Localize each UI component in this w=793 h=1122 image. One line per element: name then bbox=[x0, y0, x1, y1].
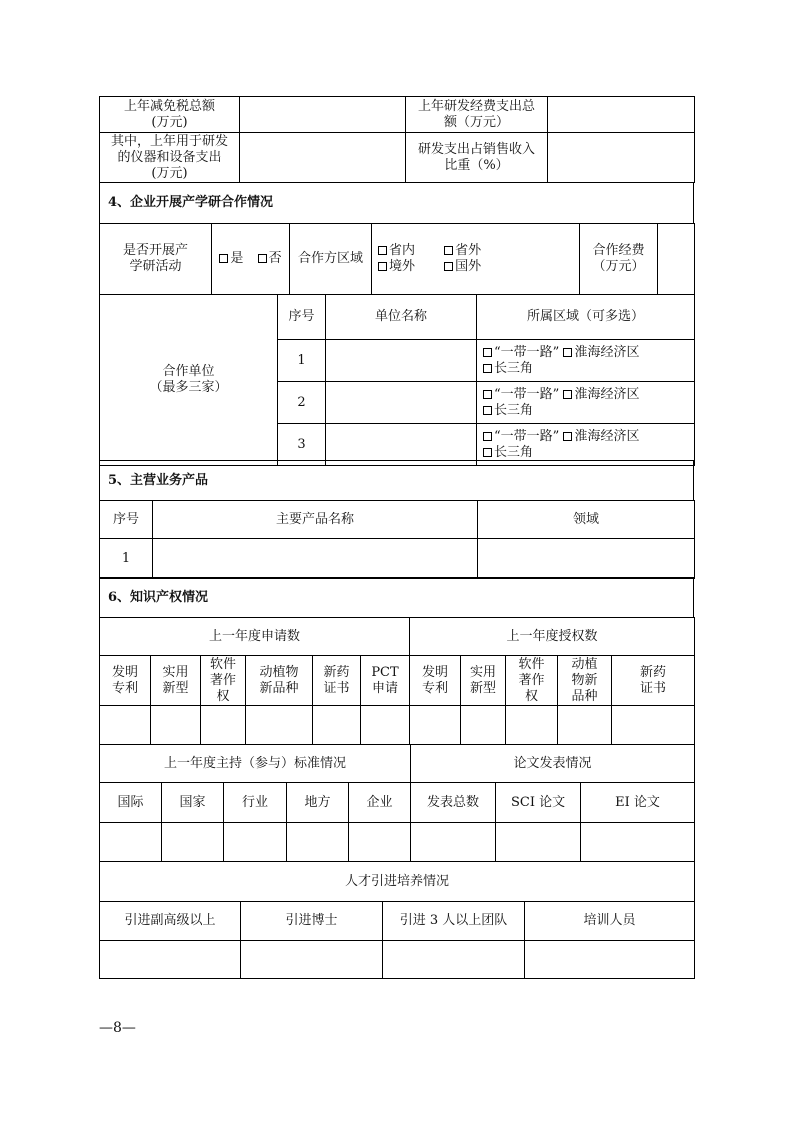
col-line: 新药 bbox=[640, 664, 667, 680]
label-line: 合作单位 bbox=[162, 364, 215, 379]
talent-col: 培训人员 bbox=[525, 902, 695, 941]
huaihai-checkbox[interactable] bbox=[563, 390, 572, 399]
section6-block bbox=[99, 577, 694, 979]
region-checkbox[interactable] bbox=[378, 246, 387, 255]
no-checkbox[interactable] bbox=[258, 254, 267, 263]
funding-cell bbox=[580, 224, 695, 295]
ip-input[interactable] bbox=[506, 706, 558, 745]
yangtze-delta-checkbox[interactable] bbox=[483, 448, 492, 457]
cooperation-table bbox=[99, 223, 695, 295]
yangtze-delta-checkbox[interactable] bbox=[483, 364, 492, 373]
area-option: 长三角 bbox=[494, 360, 534, 376]
std-col: 行业 bbox=[224, 783, 287, 823]
talent-col: 引进博士 bbox=[241, 902, 383, 941]
ip-input[interactable] bbox=[410, 706, 461, 745]
label-line: (万元) bbox=[151, 114, 188, 130]
col-line: 动植物 bbox=[259, 664, 299, 680]
paper-col: SCI 论文 bbox=[496, 783, 581, 823]
label-line: （万元） bbox=[592, 259, 645, 274]
region-options bbox=[372, 224, 580, 295]
section5-title: 5、主营业务产品 bbox=[100, 461, 694, 501]
ip-input[interactable] bbox=[461, 706, 506, 745]
col-line: 发明 bbox=[422, 664, 449, 680]
coop-activity-label bbox=[100, 224, 212, 295]
papers-title: 论文发表情况 bbox=[411, 745, 695, 783]
partner-name-header: 单位名称 bbox=[326, 295, 477, 340]
label-line: 上年减免税总额 bbox=[123, 98, 215, 114]
ip-input[interactable] bbox=[313, 706, 361, 745]
grant-col-invention bbox=[410, 656, 461, 706]
rd-ratio-label bbox=[406, 133, 548, 183]
col-line: 实用 bbox=[162, 664, 189, 680]
ip-input[interactable] bbox=[151, 706, 201, 745]
paper-col: EI 论文 bbox=[581, 783, 695, 823]
std-input[interactable] bbox=[100, 823, 162, 862]
label-line: 其中，上年用于研发 bbox=[110, 133, 228, 149]
std-col: 国际 bbox=[100, 783, 162, 823]
product-seq: 1 bbox=[100, 539, 153, 579]
std-col: 国家 bbox=[162, 783, 224, 823]
apply-col-plant bbox=[246, 656, 313, 706]
section5-header bbox=[99, 460, 694, 501]
paper-input[interactable] bbox=[581, 823, 695, 862]
partner-label bbox=[100, 295, 278, 466]
apply-title: 上一年度申请数 bbox=[100, 618, 410, 656]
label-line: (万元) bbox=[151, 165, 188, 181]
apply-col-invention bbox=[100, 656, 151, 706]
talent-input[interactable] bbox=[241, 941, 383, 979]
ip-input[interactable] bbox=[612, 706, 695, 745]
col-line: 著作 bbox=[209, 672, 236, 688]
ip-input[interactable] bbox=[361, 706, 410, 745]
std-input[interactable] bbox=[224, 823, 287, 862]
rd-equipment-label bbox=[100, 133, 240, 183]
paper-input[interactable] bbox=[411, 823, 496, 862]
section6-title: 6、知识产权情况 bbox=[100, 578, 694, 618]
product-seq-header: 序号 bbox=[100, 501, 153, 539]
apply-col-drug bbox=[313, 656, 361, 706]
yes-label: 是 bbox=[230, 251, 244, 266]
page-number: —8— bbox=[99, 1020, 136, 1036]
col-line: 新药 bbox=[323, 664, 350, 680]
partner-area-options bbox=[477, 340, 695, 382]
apply-col-pct bbox=[361, 656, 410, 706]
area-option: “一带一路” bbox=[494, 386, 560, 402]
grant-col-utility bbox=[461, 656, 506, 706]
region-checkbox[interactable] bbox=[444, 246, 453, 255]
product-name-header: 主要产品名称 bbox=[153, 501, 478, 539]
col-line: 申请 bbox=[372, 680, 399, 696]
partner-name-input[interactable] bbox=[326, 340, 477, 382]
col-line: 软件 bbox=[518, 656, 545, 672]
grant-title: 上一年度授权数 bbox=[410, 618, 695, 656]
huaihai-checkbox[interactable] bbox=[563, 348, 572, 357]
grant-col-software bbox=[506, 656, 558, 706]
col-line: 权 bbox=[525, 688, 539, 704]
label-line: 研发支出占销售收入 bbox=[417, 141, 535, 157]
ip-input[interactable] bbox=[246, 706, 313, 745]
ip-input[interactable] bbox=[201, 706, 246, 745]
col-line: 动植 bbox=[571, 656, 598, 672]
funding-label bbox=[580, 224, 658, 294]
ip-input[interactable] bbox=[100, 706, 151, 745]
col-line: PCT bbox=[371, 664, 399, 680]
product-name-input[interactable] bbox=[153, 539, 478, 579]
section4-title: 4、企业开展产学研合作情况 bbox=[100, 183, 694, 224]
talent-col: 引进 3 人以上团队 bbox=[383, 902, 525, 941]
apply-col-utility bbox=[151, 656, 201, 706]
top-block bbox=[99, 96, 694, 183]
col-line: 发明 bbox=[111, 664, 138, 680]
products-table bbox=[99, 500, 695, 579]
area-option: “一带一路” bbox=[494, 344, 560, 360]
region-checkbox[interactable] bbox=[444, 262, 453, 271]
label-line: 上年研发经费支出总 bbox=[417, 98, 535, 114]
partner-seq: 1 bbox=[278, 340, 326, 382]
std-col: 地方 bbox=[287, 783, 349, 823]
standards-papers-table bbox=[99, 744, 695, 862]
partner-area-header: 所属区域（可多选） bbox=[477, 295, 695, 340]
col-line: 实用 bbox=[470, 664, 497, 680]
region-option: 省内 bbox=[389, 243, 416, 258]
label-line: 的仪器和设备支出 bbox=[117, 149, 222, 165]
grant-col-drug bbox=[612, 656, 695, 706]
product-field-header: 领域 bbox=[478, 501, 695, 539]
top-table bbox=[99, 96, 695, 183]
partner-seq-header: 序号 bbox=[278, 295, 326, 340]
label-line: 是否开展产 bbox=[122, 243, 188, 258]
section6-header bbox=[99, 577, 694, 618]
col-line: 证书 bbox=[640, 680, 667, 696]
area-option: “一带一路” bbox=[494, 428, 560, 444]
tax-reduction-label bbox=[100, 97, 240, 133]
partner-seq: 3 bbox=[278, 424, 326, 466]
talent-input[interactable] bbox=[525, 941, 695, 979]
area-option: 淮海经济区 bbox=[574, 428, 640, 444]
region-option: 国外 bbox=[455, 259, 482, 274]
section4-header bbox=[99, 182, 694, 224]
standards-title: 上一年度主持（参与）标准情况 bbox=[100, 745, 411, 783]
partner-name-input[interactable] bbox=[326, 382, 477, 424]
tax-reduction-input[interactable] bbox=[240, 97, 406, 133]
belt-road-checkbox[interactable] bbox=[483, 348, 492, 357]
std-col: 企业 bbox=[349, 783, 411, 823]
ip-input[interactable] bbox=[558, 706, 612, 745]
belt-road-checkbox[interactable] bbox=[483, 432, 492, 441]
coop-activity-options bbox=[212, 224, 290, 295]
col-line: 新型 bbox=[470, 680, 497, 696]
label-line: 额（万元） bbox=[443, 114, 509, 130]
std-input[interactable] bbox=[349, 823, 411, 862]
label-line: （最多三家） bbox=[149, 380, 228, 395]
product-field-input[interactable] bbox=[478, 539, 695, 579]
col-line: 新型 bbox=[162, 680, 189, 696]
area-option: 淮海经济区 bbox=[574, 386, 640, 402]
label-line: 合作经费 bbox=[592, 243, 645, 258]
talent-col: 引进副高级以上 bbox=[100, 902, 241, 941]
std-input[interactable] bbox=[162, 823, 224, 862]
yes-checkbox[interactable] bbox=[219, 254, 228, 263]
region-option: 境外 bbox=[389, 259, 416, 274]
rd-equipment-input[interactable] bbox=[240, 133, 406, 183]
grant-col-plant bbox=[558, 656, 612, 706]
partner-seq: 2 bbox=[278, 382, 326, 424]
col-line: 品种 bbox=[571, 688, 598, 704]
ip-table bbox=[99, 617, 695, 745]
col-line: 权 bbox=[216, 688, 230, 704]
label-line: 比重（%） bbox=[444, 157, 509, 173]
yangtze-delta-checkbox[interactable] bbox=[483, 406, 492, 415]
col-line: 软件 bbox=[209, 656, 236, 672]
talent-input[interactable] bbox=[100, 941, 241, 979]
paper-col: 发表总数 bbox=[411, 783, 496, 823]
belt-road-checkbox[interactable] bbox=[483, 390, 492, 399]
col-line: 专利 bbox=[111, 680, 138, 696]
talent-title: 人才引进培养情况 bbox=[100, 862, 695, 902]
partner-area-options bbox=[477, 382, 695, 424]
region-checkbox[interactable] bbox=[378, 262, 387, 271]
label-line: 学研活动 bbox=[129, 259, 182, 274]
region-label: 合作方区域 bbox=[290, 224, 372, 295]
apply-col-software bbox=[201, 656, 246, 706]
talent-input[interactable] bbox=[383, 941, 525, 979]
section4-block bbox=[99, 182, 694, 466]
col-line: 物新 bbox=[571, 672, 598, 688]
area-option: 淮海经济区 bbox=[574, 344, 640, 360]
col-line: 专利 bbox=[422, 680, 449, 696]
no-label: 否 bbox=[268, 251, 282, 266]
talent-table bbox=[99, 861, 695, 979]
huaihai-checkbox[interactable] bbox=[563, 432, 572, 441]
std-input[interactable] bbox=[287, 823, 349, 862]
rd-ratio-input[interactable] bbox=[548, 133, 695, 183]
col-line: 证书 bbox=[323, 680, 350, 696]
rd-spend-input[interactable] bbox=[548, 97, 695, 133]
partner-table bbox=[99, 294, 695, 466]
area-option: 长三角 bbox=[494, 444, 534, 460]
region-option: 省外 bbox=[455, 243, 482, 258]
rd-spend-label bbox=[406, 97, 548, 133]
paper-input[interactable] bbox=[496, 823, 581, 862]
section5-block bbox=[99, 460, 694, 579]
col-line: 著作 bbox=[518, 672, 545, 688]
area-option: 长三角 bbox=[494, 402, 534, 418]
col-line: 新品种 bbox=[259, 680, 299, 696]
